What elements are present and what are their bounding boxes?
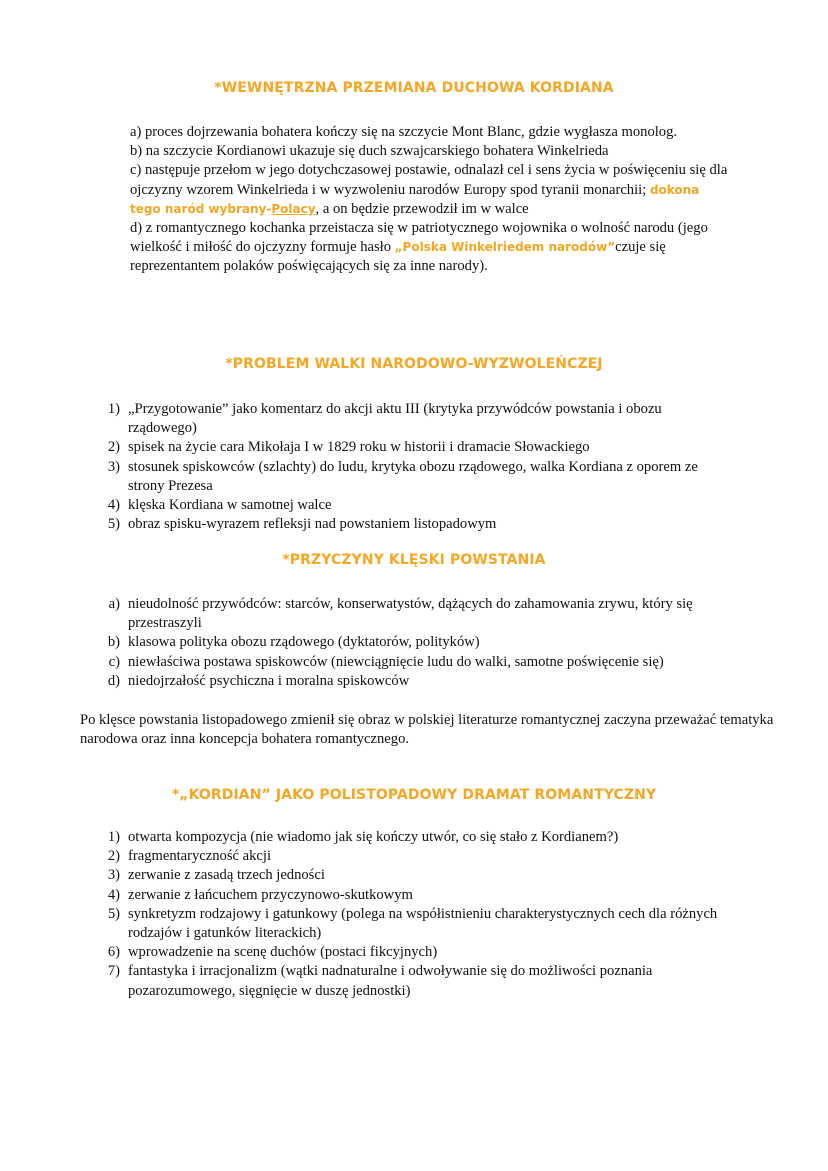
section4-list <box>92 828 752 1001</box>
list-item-text: zerwanie z zasadą trzech jedności <box>128 867 325 884</box>
list-item <box>92 886 752 905</box>
list-item-text: otwarta kompozycja (nie wiadomo jak się kończy utwór, co się stało z Kordianem?) <box>128 829 619 845</box>
list-item-text: synkretyzm rodzajowy i gatunkowy (polega na współistnieniu charakterystycznych cech dla różnych rodzajów i gatunków literackich) <box>128 905 718 942</box>
list-item-number: 1) <box>107 401 120 417</box>
list-item-number: b) <box>107 634 120 651</box>
section1-c-highlight-underlined: Polacy <box>271 201 316 216</box>
list-item-text: klęska Kordiana w samotnej walce <box>128 497 332 514</box>
section4-title: *„KORDIAN” JAKO POLISTOPADOWY DRAMAT ROMANTYCZNY <box>171 787 657 803</box>
section1-c-highlight: dokona tego naród wybrany- <box>130 182 700 216</box>
list-item-text: fantastyka i irracjonalizm (wątki nadnaturalne i odwoływanie się do możliwości poznania pozarozumowego, sięgnięcie w duszę jednostki) <box>128 963 653 999</box>
list-item <box>92 905 752 943</box>
list-item-number: 7) <box>107 963 120 980</box>
list-item <box>92 672 762 691</box>
section3-title: *PRZYCZYNY KLĘSKI POWSTANIA <box>282 552 546 568</box>
list-item-number: 6) <box>107 944 120 961</box>
list-item-text: nieudolność przywódców: starców, konserwatystów, dążących do zahamowania zrywu, który się przestraszyli <box>128 596 693 632</box>
section1-body <box>130 123 730 277</box>
list-item <box>92 595 762 633</box>
list-item-text: wprowadzenie na scenę duchów (postaci fikcyjnych) <box>128 944 438 961</box>
list-item-number: 2) <box>107 848 120 865</box>
list-item-text: spisek na życie cara Mikołaja I w 1829 roku w historii i dramacie Słowackiego <box>128 439 590 456</box>
section1-d-after: czuje się reprezentantem polaków poświęcających się za inne narody). <box>130 239 666 275</box>
list-item-number: a) <box>108 596 120 612</box>
section1-item-b: b) na szczycie Kordianowi ukazuje się duch szwajcarskiego bohatera Winkelrieda <box>130 143 609 160</box>
list-item-text: klasowa polityka obozu rządowego (dyktatorów, polityków) <box>128 634 480 651</box>
list-item-number: 4) <box>107 497 120 514</box>
list-item-number: 5) <box>107 905 120 922</box>
section2-title: *PROBLEM WALKI NARODOWO-WYZWOLEŃCZEJ <box>225 356 603 372</box>
list-item <box>92 847 752 866</box>
section3-list <box>92 595 762 691</box>
list-item <box>92 943 752 962</box>
section1-c-text: c) następuje przełom w jego dotychczasowej postawie, odnalazł cel i sens życia w poświęceniu się dla ojczyzny wzorem Winkelrieda i w wyzwoleniu narodów Europy spod tyranii monarchii; <box>130 162 728 198</box>
list-item-number: 2) <box>107 439 120 456</box>
section1-c-after: , a on będzie przewodził im w walce <box>315 200 529 217</box>
list-item-text: niedojrzałość psychiczna i moralna spiskowców <box>128 672 410 689</box>
section1-d-text: d) z romantycznego kochanka przeistacza się w patriotycznego wojownika o wolność narodu (jego wielkość i miłość do ojczyzny formuje hasło <box>130 220 708 256</box>
list-item-text: obraz spisku-wyrazem refleksji nad powstaniem listopadowym <box>128 516 497 533</box>
list-item-text: „Przygotowanie” jako komentarz do akcji aktu III (krytyka przywódców powstania i obozu rządowego) <box>128 401 662 437</box>
list-item-number: 3) <box>107 867 120 884</box>
section1-item-d <box>130 219 730 277</box>
list-item <box>92 866 752 885</box>
list-item <box>92 633 762 652</box>
list-item <box>92 653 762 672</box>
list-item-number: 1) <box>107 829 120 845</box>
list-item <box>92 438 732 457</box>
list-item <box>92 515 732 534</box>
section2-list <box>92 400 732 534</box>
section1-item-a: a) proces dojrzewania bohatera kończy się na szczycie Mont Blanc, gdzie wygłasza monolog. <box>130 124 678 140</box>
list-item-number: 5) <box>107 516 120 533</box>
list-item <box>92 962 752 1000</box>
section1-d-highlight: „Polska Winkelriedem narodów” <box>394 240 616 255</box>
section1-title: *WEWNĘTRZNA PRZEMIANA DUCHOWA KORDIANA <box>214 80 614 96</box>
list-item <box>92 828 752 847</box>
list-item-text: zerwanie z łańcuchem przyczynowo-skutkowym <box>128 886 413 903</box>
list-item-number: 4) <box>107 886 120 903</box>
list-item <box>92 400 732 438</box>
list-item-text: niewłaściwa postawa spiskowców (niewciągnięcie ludu do walki, samotne poświęcenie się) <box>128 653 664 670</box>
section1-item-c <box>130 161 730 219</box>
list-item <box>92 496 732 515</box>
list-item-number: 3) <box>107 458 120 475</box>
list-item-text: stosunek spiskowców (szlachty) do ludu, krytyka obozu rządowego, walka Kordiana z oporem ze strony Prezesa <box>128 458 698 494</box>
list-item <box>92 458 732 496</box>
list-item-number: d) <box>107 672 120 689</box>
list-item-number: c) <box>108 653 120 670</box>
list-item-text: fragmentaryczność akcji <box>128 848 272 865</box>
section3-paragraph: Po klęsce powstania listopadowego zmienił się obraz w polskiej literaturze romantycznej zaczyna przeważać tematyka narodowa oraz inna koncepcja bohatera romantycznego. <box>80 712 774 748</box>
